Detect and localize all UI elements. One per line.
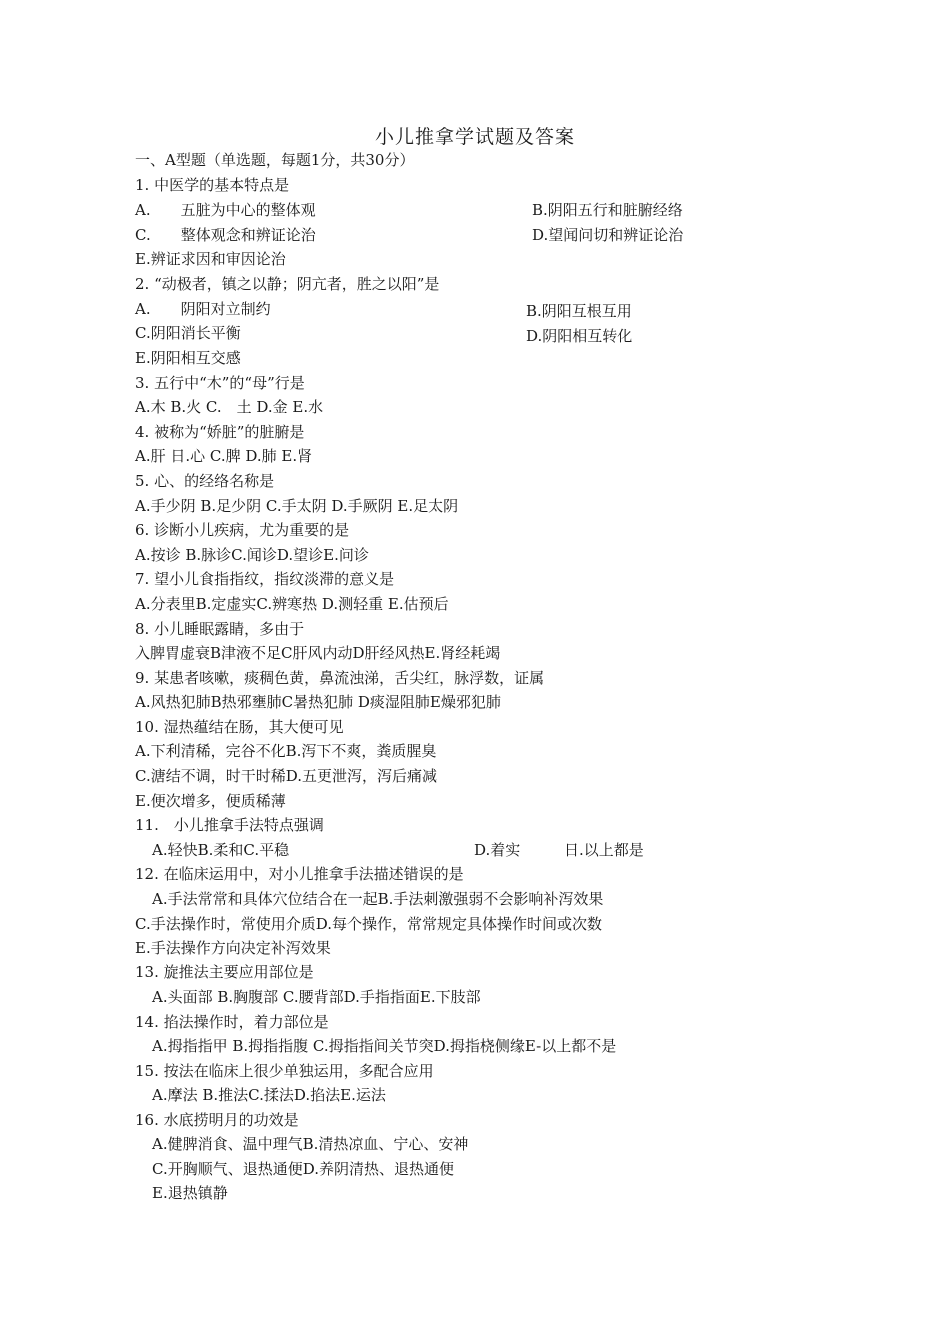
q9-opts: A.风热犯肺B热邪壅肺C暑热犯肺 D痰湿阻肺E燥邪犯肺 (135, 693, 501, 711)
q10-opt-e: E.便次增多，便质稀薄 (135, 792, 286, 810)
q13-opts: A.头面部 B.胸腹部 C.腰背部D.手指指面E.下肢部 (152, 988, 481, 1006)
q12-stem: 12. 在临床运用中，对小儿推拿手法描述错误的是 (135, 865, 464, 883)
q7-opts: A.分表里B.定虚实C.辨寒热 D.测轻重 E.估预后 (135, 595, 449, 613)
q13-stem: 13. 旋推法主要应用部位是 (135, 963, 314, 981)
q10-opt-cd: C.溏结不调，时干时稀D.五更泄泻，泻后痛减 (135, 767, 437, 785)
q16-opt-ab: A.健脾消食、温中理气B.清热凉血、宁心、安神 (152, 1135, 469, 1153)
q9-stem: 9. 某患者咳嗽，痰稠色黄，鼻流浊涕，舌尖红，脉浮数，证属 (135, 669, 545, 687)
q1-opt-a: A. 五脏为中心的整体观 (135, 201, 316, 219)
q12-opt-e: E.手法操作方向决定补泻效果 (135, 939, 331, 957)
q7-stem: 7. 望小儿食指指纹，指纹淡滞的意义是 (135, 570, 395, 588)
q11-stem: 11. 小儿推拿手法特点强调 (135, 816, 324, 834)
q2-opt-c: C.阴阳消长平衡 (135, 324, 241, 342)
q10-stem: 10. 湿热蕴结在肠，其大便可见 (135, 718, 344, 736)
q4-stem: 4. 被称为“娇脏”的脏腑是 (135, 423, 305, 441)
q16-opt-e: E.退热镇静 (152, 1184, 228, 1202)
q6-stem: 6. 诊断小儿疾病，尤为重要的是 (135, 521, 350, 539)
q11-opt-d: D.着实 (474, 841, 521, 859)
q16-stem: 16. 水底捞明月的功效是 (135, 1111, 299, 1129)
q15-stem: 15. 按法在临床上很少单独运用，多配合应用 (135, 1062, 434, 1080)
q6-opts: A.按诊 B.脉诊C.闻诊D.望诊E.问诊 (135, 546, 369, 564)
q11-opt-e: 日.以上都是 (564, 841, 644, 859)
q2-opt-a: A. 阴阳对立制约 (135, 300, 271, 318)
q8-stem: 8. 小儿睡眠露睛，多由于 (135, 620, 305, 638)
q1-opt-b: B.阴阳五行和脏腑经络 (532, 201, 683, 219)
q2-stem: 2. “动极者，镇之以静；阴亢者，胜之以阳”是 (135, 275, 440, 293)
q3-opts: A.木 B.火 C. 土 D.金 E.水 (135, 398, 324, 416)
q12-opt-cd: C.手法操作时，常使用介质D.每个操作，常常规定具体操作时间或次数 (135, 915, 602, 933)
q11-opt-abc: A.轻快B.柔和C.平稳 (152, 841, 290, 859)
q14-opts: A.拇指指甲 B.拇指指腹 C.拇指指间关节突D.拇指桡侧缘E-以上都不是 (152, 1037, 617, 1055)
q12-opt-ab: A.手法常常和具体穴位结合在一起B.手法刺激强弱不会影响补泻效果 (152, 890, 604, 908)
q8-opts: 入脾胃虚衰B津液不足C肝风内动D肝经风热E.肾经耗竭 (135, 644, 501, 662)
q1-stem: 1. 中医学的基本特点是 (135, 176, 290, 194)
q14-stem: 14. 掐法操作时，着力部位是 (135, 1013, 329, 1031)
q2-opt-e: E.阴阳相互交感 (135, 349, 241, 367)
q2-opt-b: B.阴阳互根互用 (526, 302, 632, 320)
q1-opt-e: E.辨证求因和审因论治 (135, 250, 286, 268)
q2-opt-d: D.阴阳相互转化 (526, 327, 633, 345)
q10-opt-ab: A.下利清稀，完谷不化B.泻下不爽，粪质腥臭 (135, 742, 437, 760)
section-header: 一、A型题（单选题，每题1分，共30分） (135, 151, 415, 169)
q5-stem: 5. 心、的经络名称是 (135, 472, 275, 490)
q15-opts: A.摩法 B.推法C.揉法D.掐法E.运法 (152, 1086, 386, 1104)
q1-opt-d: D.望闻问切和辨证论治 (532, 226, 684, 244)
q1-opt-c: C. 整体观念和辨证论治 (135, 226, 316, 244)
q4-opts: A.肝 日.心 C.脾 D.肺 E.肾 (135, 447, 313, 465)
q3-stem: 3. 五行中“木”的“母”行是 (135, 374, 305, 392)
page-title: 小儿推拿学试题及答案 (374, 126, 575, 148)
q16-opt-cd: C.开胸顺气、退热通便D.养阴清热、退热通便 (152, 1160, 454, 1178)
q5-opts: A.手少阴 B.足少阴 C.手太阴 D.手厥阴 E.足太阴 (135, 497, 459, 515)
